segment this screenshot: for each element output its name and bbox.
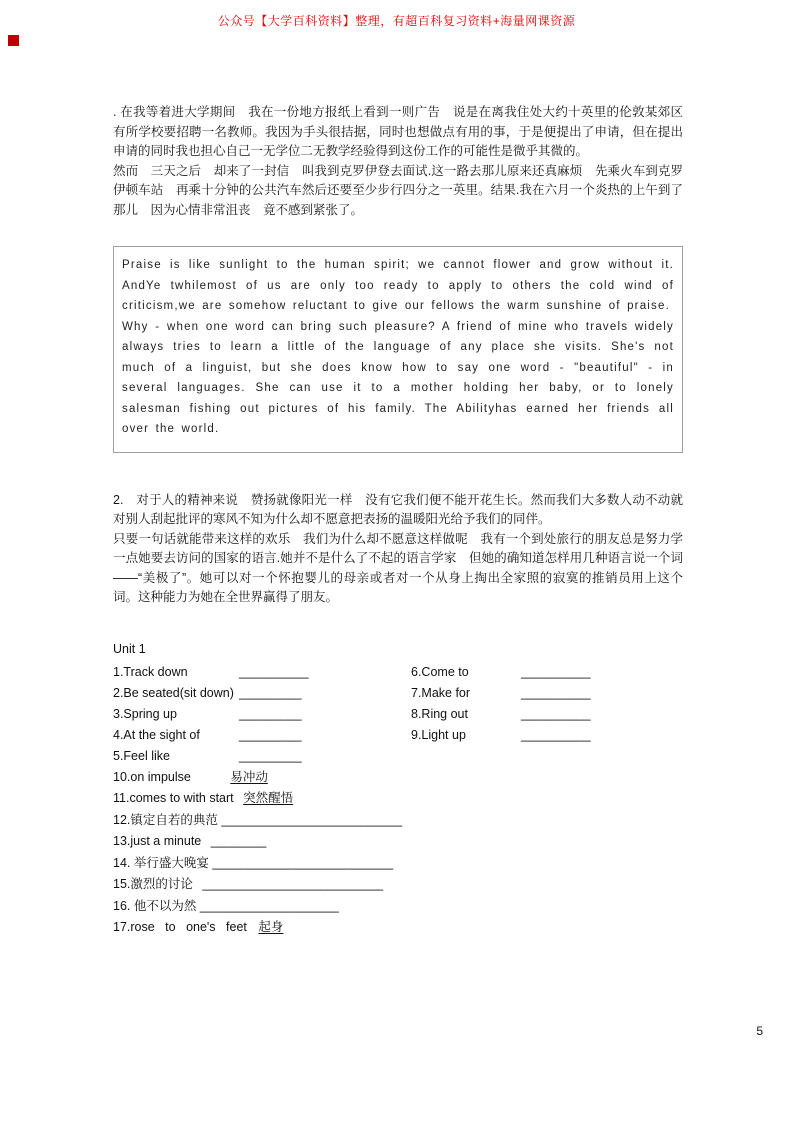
- vocab-item-label: 15.激烈的讨论: [113, 877, 193, 891]
- vocab-item-answer: 起身: [258, 920, 284, 934]
- vocab-item-blank: __________: [521, 727, 591, 742]
- vocab-item-blank: __________: [521, 685, 591, 700]
- english-paragraph-1: Praise is like sunlight to the human spirit; we cannot flower and grow without it. AndYe twhilemost of us are only too ready to apply to others the cold wind of criticism,we are somehow reluctant to give our fellows the warm sunshine of praise.: [122, 259, 674, 312]
- vocab-two-column-list: [113, 662, 683, 767]
- vocab-row: [113, 831, 683, 853]
- vocab-item-label: 1.Track down: [113, 664, 188, 679]
- vocab-item-blank: ________: [210, 834, 267, 848]
- vocab-item-label: 13.just a minute: [113, 834, 202, 848]
- vocab-row: [113, 874, 683, 896]
- vocab-item-blank: _________: [239, 727, 302, 742]
- paragraph-cn-1a: . 在我等着进大学期间 我在一份地方报纸上看到一则广告 说是在离我住处大约十英里的伦敦某郊区 有所学校要招聘一名教师。我因为手头很拮据，同时也想做点有用的事，于是便提出了申请，但在提出申请的同时我也担心自己一无学位二无教学经验得到这份工作的可能性是微乎其微的。: [113, 105, 696, 158]
- vocab-item-label: 17.rose to one's feet: [113, 920, 247, 934]
- vocab-item-label: 16. 他不以为然: [113, 898, 197, 913]
- vocab-item-label: 12.镇定自若的典范: [113, 812, 218, 827]
- page-number: 5: [756, 1024, 763, 1038]
- vocab-item-label: 5.Feel like: [113, 748, 170, 763]
- vocab-item-blank: __________________________: [221, 812, 403, 827]
- vocab-item-label: 2.Be seated(sit down): [113, 685, 234, 700]
- paragraph-cn-2a: 2. 对于人的精神来说 赞扬就像阳光一样 没有它我们便不能开花生长。然而我们大多数人动不动就对别人刮起批评的寒风不知为什么却不愿意把表扬的温暖阳光给予我们的同伴。: [113, 492, 683, 526]
- vocab-item-label: 4.At the sight of: [113, 727, 200, 742]
- vocab-item-label: 7.Make for: [411, 685, 471, 700]
- vocab-item-label: 11.comes to with start: [113, 791, 234, 805]
- vocab-item-blank: __________________________: [202, 877, 384, 891]
- page-header-note: 公众号【大学百科资料】整理，有超百科复习资料+海量网课资源: [217, 14, 576, 28]
- vocab-item-blank: _________: [239, 685, 302, 700]
- vocab-item-blank: __________: [521, 706, 591, 721]
- vocab-item-label: 14. 举行盛大晚宴: [113, 855, 209, 870]
- vocab-item-blank: __________: [239, 664, 309, 679]
- vocab-row: [113, 853, 683, 875]
- english-paragraph-2: Why - when one word can bring such pleasure? A friend of mine who travels widely always tries to learn a little of the language of any place she visits. She's not much of a linguist, but she does know how to say one word - "beautiful" - in several languages. She can use it to a mother holding her baby, or to lonely salesman fishing out pictures of his family. The Abilityhas earned her friends all over the world.: [122, 320, 674, 435]
- vocab-row: [113, 810, 683, 832]
- vocab-item-answer: 突然醒悟: [243, 791, 294, 805]
- vocab-item-blank: __________: [521, 664, 591, 679]
- vocab-row: [113, 767, 683, 789]
- vocab-item-blank: _________: [239, 748, 302, 763]
- vocab-item-label: 9.Light up: [411, 727, 466, 742]
- vocab-row: [113, 896, 683, 918]
- vocab-item-blank: [521, 746, 683, 767]
- vocab-item-answer: 易冲动: [230, 769, 268, 784]
- paragraph-cn-2b: 只要一句话就能带来这样的欢乐 我们为什么却不愿意这样做呢 我有一个到处旅行的朋友总是努力学一点她要去访问的国家的语言.她并不是什么了不起的语言学家 但她的确知道怎样用几种语言说一个词——“美极了”。她可以对一个怀抱婴儿的母亲或者对一个从身上掏出全家照的寂寞的推销员用上这个词。这种能力为她在全世界赢得了朋友。: [113, 531, 683, 604]
- vocab-row: [113, 788, 683, 810]
- vocab-item-label: 3.Spring up: [113, 706, 177, 721]
- vocab-item-label: 6.Come to: [411, 664, 469, 679]
- document-body: [113, 103, 696, 939]
- vocab-item-label: 10.on impulse: [113, 769, 191, 784]
- vocab-row: [113, 917, 683, 939]
- vocab-item-label: 8.Ring out: [411, 706, 468, 721]
- vocab-item-blank: ____________________: [199, 898, 339, 913]
- vocab-item-label: [411, 746, 521, 767]
- paragraph-cn-1b: 然而 三天之后 却来了一封信 叫我到克罗伊登去面试.这一路去那儿原来还真麻烦 先乘火车到克罗伊顿车站 再乘十分钟的公共汽车然后还要至少步行四分之一英里。结果.我在六月一个炎热的上午到了那儿 因为心情非常沮丧 竟不感到紧张了。: [113, 163, 683, 217]
- english-passage-box: [113, 246, 683, 453]
- vocab-item-blank: _________: [239, 706, 302, 721]
- unit-title: Unit 1: [113, 641, 146, 656]
- vocab-answer-list: [113, 767, 683, 939]
- red-marker-icon: [8, 35, 19, 46]
- vocab-item-blank: __________________________: [212, 855, 394, 870]
